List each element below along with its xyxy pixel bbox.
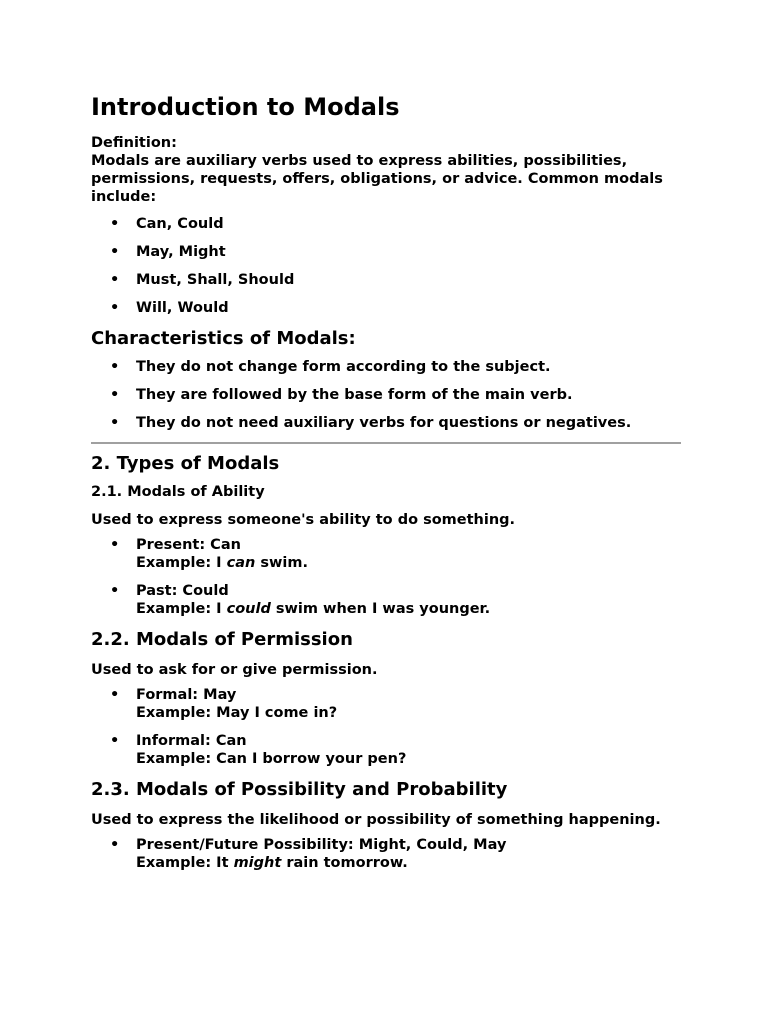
item-example: Example: I can swim. (136, 555, 308, 571)
list-item: • They are followed by the base form of the main verb. (91, 386, 681, 404)
item-label: • Formal: May (136, 687, 237, 703)
definition-text: Modals are auxiliary verbs used to express abilities, possibilities, permissions, requests, offers, obligations, or advice. Common modals include: (91, 153, 663, 205)
item-label: • Informal: Can (136, 733, 247, 749)
item-label: • Present/Future Possibility: Might, Could, May (136, 837, 507, 853)
document-content (91, 90, 681, 882)
possibility-heading: 2.3. Modals of Possibility and Probability (91, 779, 508, 800)
list-item (91, 686, 681, 722)
item-example: Example: It might rain tomorrow. (136, 855, 408, 871)
item-example: Example: Can I borrow your pen? (136, 751, 407, 767)
definition-block (91, 134, 681, 206)
permission-heading: 2.2. Modals of Permission (91, 629, 353, 650)
ability-heading: 2.1. Modals of Ability (91, 484, 265, 500)
common-modals-list (91, 215, 681, 317)
list-item (91, 582, 681, 618)
modal-word: can (226, 555, 256, 571)
characteristics-list (91, 358, 681, 432)
definition-label: Definition: (91, 135, 177, 151)
list-item (91, 732, 681, 768)
permission-description: Used to ask for or give permission. (91, 662, 378, 678)
possibility-description: Used to express the likelihood or possibility of something happening. (91, 812, 661, 828)
item-label: • Past: Could (136, 583, 229, 599)
list-item (91, 536, 681, 572)
item-example: Example: I could swim when I was younger. (136, 601, 491, 617)
characteristics-heading: Characteristics of Modals: (91, 328, 356, 349)
types-heading: 2. Types of Modals (91, 453, 280, 474)
modal-word: could (226, 601, 271, 617)
list-item: • They do not change form according to the subject. (91, 358, 681, 376)
item-example: Example: May I come in? (136, 705, 338, 721)
list-item: • Can, Could (91, 215, 681, 233)
list-item: • May, Might (91, 243, 681, 261)
item-label: • Present: Can (136, 537, 241, 553)
ability-description: Used to express someone's ability to do something. (91, 512, 516, 528)
modal-word: might (233, 855, 282, 871)
section-divider (91, 442, 681, 444)
possibility-list (91, 836, 681, 872)
list-item: • Must, Shall, Should (91, 271, 681, 289)
ability-list (91, 536, 681, 618)
page-title: Introduction to Modals (91, 93, 400, 121)
list-item (91, 836, 681, 872)
list-item: • Will, Would (91, 299, 681, 317)
list-item: • They do not need auxiliary verbs for questions or negatives. (91, 414, 681, 432)
permission-list (91, 686, 681, 768)
